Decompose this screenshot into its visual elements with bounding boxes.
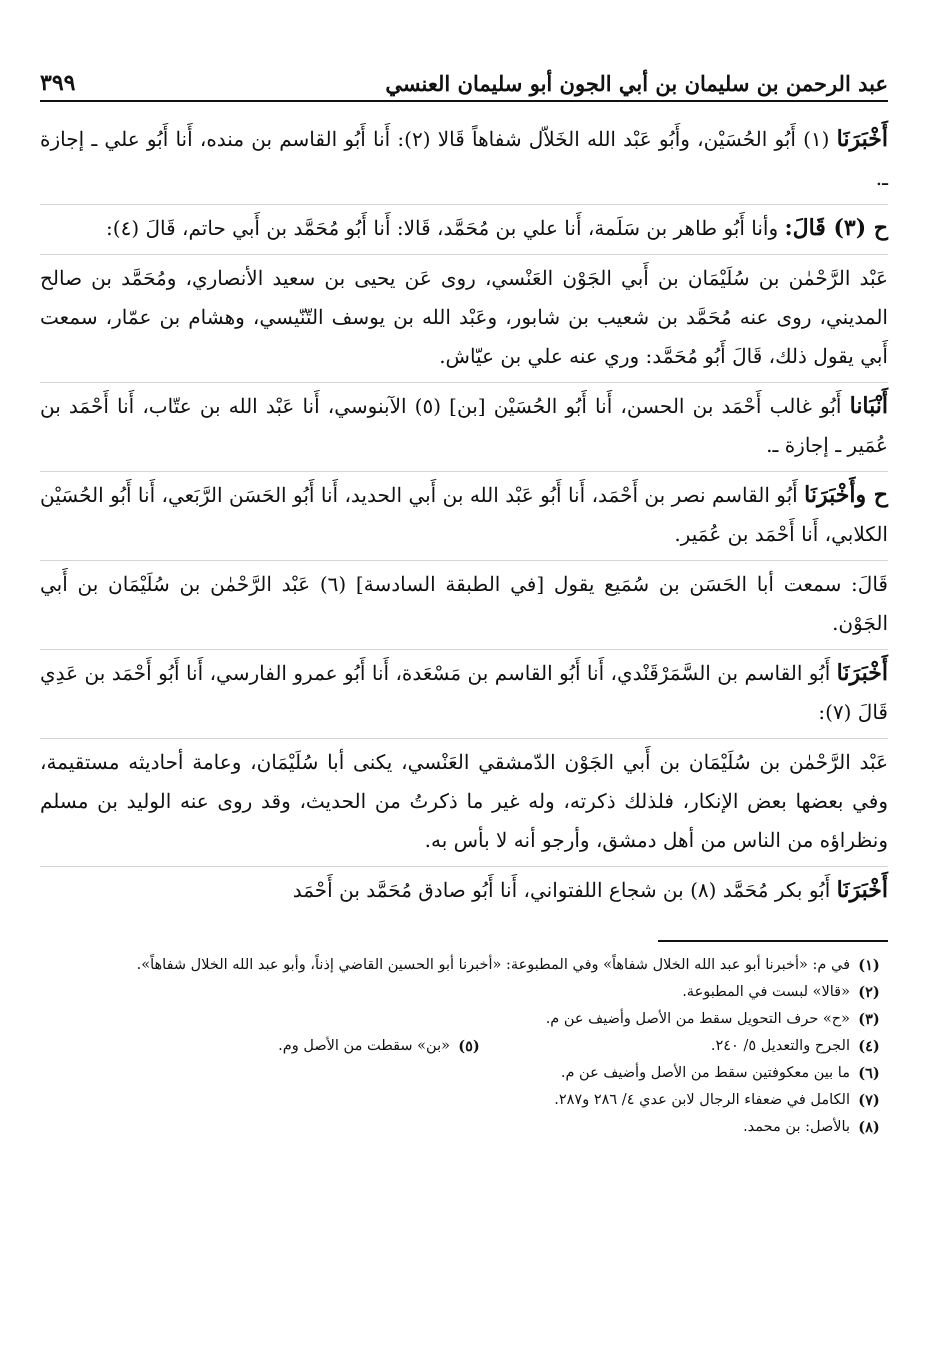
footnote-text: ما بين معكوفتين سقط من الأصل وأضيف عن م. [560,1065,850,1081]
footnote-number: (٢) [858,984,880,1001]
footnote-number: (٦) [858,1065,880,1082]
footnote-text: الكامل في ضعفاء الرجال لابن عدي ٤/ ٢٨٦ و٢٨٧. [554,1092,850,1108]
footnote-text: «ح» حرف التحويل سقط من الأصل وأضيف عن م. [545,1011,850,1027]
paragraph-text: عَبْد الرَّحْمٰن بن سُلَيْمَان بن أَبي الجَوْن الدّمشقي العَنْسي، يكنى أبا سُلَيْمَان، وعامة أحاديثه مستقيمة، وفي بعضها بعض الإنكار، فلذلك ذكرته، وله غير ما ذكرتُ من الحديث، وقد روى عنه الوليد بن مسلم ونظراؤه من الناس من أهل دمشق، وأرجو أنه لا بأس به. [40,750,888,852]
paragraph-text: أَبُو القاسم بن السَّمَرْقَنْدي، أَنا أَبُو القاسم بن مَسْعَدة، أَنا أَبُو عمرو الفارسي، أَنا أَبُو أَحْمَد بن عَدِي قَالَ (٧): [40,661,888,724]
paragraph-lead: ح وأَخْبَرَنَا [804,482,888,508]
main-text [40,120,888,916]
footnote-7 [40,1087,888,1114]
footnote-text: بالأصل: بن محمد. [743,1119,850,1135]
footnote-text: في م: «أخبرنا أبو عبد الله الخلال شفاهاً» وفي المطبوعة: «أخبرنا أبو الحسين القاضي إذناً، وأبو عبد الله الخلال شفاهاً». [136,957,850,973]
footnote-text: «بن» سقطت من الأصل وم. [278,1038,450,1054]
paragraph-7 [40,654,888,739]
paragraph-text: أَبُو القاسم نصر بن أَحْمَد، أَنا أَبُو عَبْد الله بن أَبي الحديد، أَنا أَبُو الحَسَن الرَّبَعي، أَنا أَبُو الحُسَيْن الكلابي، أَنا أَحْمَد بن عُمَير. [40,483,888,546]
footnote-1 [40,952,888,979]
page-header [40,62,888,102]
paragraph-text: أَبُو بكر مُحَمَّد (٨) بن شجاع اللفتواني، أَنا أَبُو صادق مُحَمَّد بن أَحْمَد [292,878,837,902]
paragraph-lead: أَنْبَانا [849,393,889,419]
page-number: ٣٩٩ [40,70,76,96]
paragraph-text: (١) أَبُو الحُسَيْن، وأَبُو عَبْد الله الخَلاّل شفاهاً قَالا (٢): أَنا أَبُو القاسم بن منده، أَنا أَبُو علي ـ إجازة ـ. [40,127,888,190]
paragraph-lead: أَخْبَرَنَا [836,877,888,903]
footnote-row-4-5 [40,1033,888,1060]
book-page [40,62,888,1322]
paragraph-9 [40,871,888,916]
running-title: عبد الرحمن بن سليمان بن أبي الجون أبو سليمان العنسي [385,71,888,96]
footnote-number: (٣) [858,1011,880,1028]
footnote-8 [40,1114,888,1141]
footnote-6 [40,1060,888,1087]
paragraph-6 [40,565,888,650]
paragraph-8 [40,743,888,867]
footnote-4 [488,1033,888,1060]
footnote-number: (٨) [858,1119,880,1136]
footnote-text: «قالا» لبست في المطبوعة. [682,984,850,1000]
paragraph-text: قَالَ: سمعت أبا الحَسَن بن سُمَيع يقول [في الطبقة السادسة] (٦) عَبْد الرَّحْمٰن بن سُلَيْمَان بن أَبي الجَوْن. [40,572,888,635]
paragraph-1 [40,120,888,205]
footnote-number: (٤) [858,1038,880,1055]
paragraph-lead: أَخْبَرَنَا [836,126,888,152]
footnote-number: (٥) [458,1038,480,1055]
paragraph-3 [40,259,888,383]
paragraph-text: عَبْد الرَّحْمٰن بن سُلَيْمَان بن أَبي الجَوْن العَنْسي، روى عَن يحيى بن سعيد الأنصاري، ومُحَمَّد بن صالح المديني، روى عنه مُحَمَّد بن شعيب بن شابور، وعَبْد الله بن يوسف التّنّيسي، وهشام بن عمّار، سمعت أَبي يقول ذلك، قَالَ أَبُو مُحَمَّد: وري عنه علي بن عيّاش. [40,266,888,368]
paragraph-5 [40,476,888,561]
paragraph-lead: ح (٣) قَالَ: [784,215,888,241]
paragraph-4 [40,387,888,472]
paragraph-text: أَبُو غالب أَحْمَد بن الحسن، أَنا أَبُو الحُسَيْن [بن] (٥) الآبنوسي، أَنا عَبْد الله بن عتّاب، أَنا أَحْمَد بن عُمَير ـ إجازة ـ. [40,394,888,457]
footnote-2 [40,979,888,1006]
footnote-5 [278,1033,488,1060]
footnote-number: (٧) [858,1092,880,1109]
paragraph-2 [40,209,888,255]
paragraph-lead: أَخْبَرَنَا [836,660,888,686]
footnote-text: الجرح والتعديل ٥/ ٢٤٠. [710,1038,850,1054]
footnote-number: (١) [858,957,880,974]
paragraph-text: وأنا أَبُو طاهر بن سَلَمة، أَنا علي بن مُحَمَّد، قَالا: أَنا أَبُو مُحَمَّد بن أَبي حاتم، قَالَ (٤): [106,216,785,240]
footnotes [40,952,888,1141]
footnote-divider [658,940,888,942]
footnote-3 [40,1006,888,1033]
